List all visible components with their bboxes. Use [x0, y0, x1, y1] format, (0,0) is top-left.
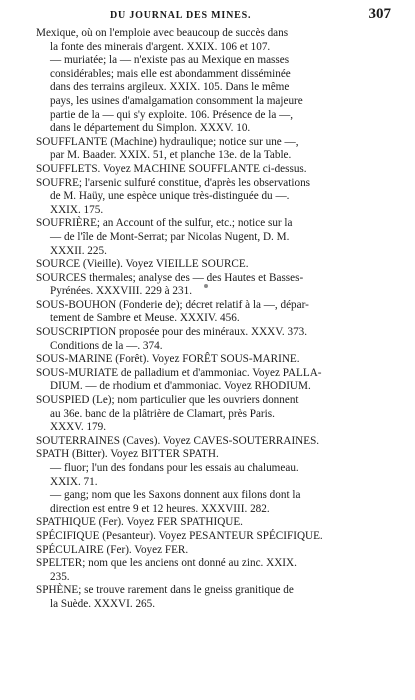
index-text	[36, 27, 396, 612]
text-line: — gang; nom que les Saxons donnent aux filons dont la	[50, 489, 301, 502]
text-line: — fluor; l'un des fondans pour les essais au chalumeau.	[50, 462, 299, 474]
text-line: la fonte des minerais d'argent. XXIX. 106 et 107.	[50, 40, 271, 53]
index-entry-souterraines: SOUTERRAINES (Caves). Voyez CAVES-SOUTERRAINES.	[36, 434, 320, 447]
text-line: XXIX. 175.	[50, 203, 104, 216]
index-entry-souspied: SOUSPIED (Le); nom particulier que les ouvriers donnent	[36, 394, 299, 407]
text-line: considérables; mais elle est abondamment disséminée	[50, 67, 291, 80]
text-line: — muriatée; la — n'existe pas au Mexique en masses	[50, 54, 290, 67]
index-entry-spathique: SPATHIQUE (Fer). Voyez FER SPATHIQUE.	[36, 516, 243, 529]
ink-spot	[204, 284, 208, 288]
text-line: Pyrénées. XXXVIII. 229 à 231.	[50, 285, 192, 298]
index-entry-sous-marine: SOUS-MARINE (Forêt). Voyez FORÊT SOUS-MARINE.	[36, 353, 300, 366]
index-entry-souscription: SOUSCRIPTION proposée pour des minéraux. XXXV. 373.	[36, 326, 308, 339]
index-entry-soufflante: SOUFFLANTE (Machine) hydraulique; notice sur une —,	[36, 135, 299, 148]
page-header	[36, 6, 397, 28]
text-line: — de l'île de Mont-Serrat; par Nicolas Nugent, D. M.	[50, 230, 290, 243]
index-entry-soufflets: SOUFFLETS. Voyez MACHINE SOUFFLANTE ci-dessus.	[36, 162, 307, 175]
text-line: XXIX. 71.	[50, 475, 98, 488]
text-line: pays, les usines d'amalgamation consomment la majeure	[50, 94, 303, 107]
index-entry-soufriere: SOUFRIÈRE; an Account of the sulfur, etc.; notice sur la	[36, 217, 293, 230]
index-entry-sous-muriate: SOUS-MURIATE de palladium et d'ammoniac. Voyez PALLA-	[36, 366, 322, 379]
text-line: dans des terrains argileux. XXIX. 105. Dans le même	[50, 81, 290, 94]
index-entry-spath: SPATH (Bitter). Voyez BITTER SPATH.	[36, 448, 219, 461]
text-line: XXXII. 225.	[50, 244, 107, 257]
text-line: la Suède. XXXVI. 265.	[50, 597, 156, 610]
running-head: DU JOURNAL DES MINES.	[110, 10, 252, 21]
text-line: Mexique, où on l'emploie avec beaucoup de succès dans	[36, 27, 289, 39]
text-line: 235.	[50, 570, 70, 583]
text-line: par M. Baader. XXIX. 51, et planche 13e. de la Table.	[50, 149, 292, 162]
text-line: direction est entre 9 et 12 heures. XXXVIII. 282.	[50, 502, 270, 515]
text-line: Conditions de la —. 374.	[50, 339, 163, 352]
index-entry-specifique: SPÉCIFIQUE (Pesanteur). Voyez PESANTEUR SPÉCIFIQUE.	[36, 529, 323, 542]
text-line: XXXV. 179.	[50, 421, 107, 434]
index-entry-sphene: SPHÈNE; se trouve rarement dans le gneiss granitique de	[36, 584, 294, 597]
text-line: au 36e. banc de la plâtrière de Clamart, près Paris.	[50, 407, 275, 420]
text-line: dans le département du Simplon. XXXV. 10.	[50, 122, 251, 135]
text-line: partie de la — qui s'y exploite. 106. Présence de la —,	[50, 108, 294, 121]
text-line: tement de Sambre et Meuse. XXXIV. 456.	[50, 312, 240, 325]
page-number: 307	[368, 6, 391, 22]
index-entry-source: SOURCE (Vieille). Voyez VIEILLE SOURCE.	[36, 258, 249, 271]
index-entry-spelter: SPELTER; nom que les anciens ont donné au zinc. XXIX.	[36, 557, 297, 570]
index-entry-speculaire: SPÉCULAIRE (Fer). Voyez FER.	[36, 543, 189, 556]
text-line: DIUM. — de rhodium et d'ammoniac. Voyez RHODIUM.	[50, 380, 311, 393]
index-entry-sources: SOURCES thermales; analyse des — des Hautes et Basses-	[36, 271, 304, 284]
text-line: de M. Haüy, une espèce unique très-distinguée du —.	[50, 190, 290, 203]
index-entry-soufre: SOUFRE; l'arsenic sulfuré constitue, d'après les observations	[36, 176, 311, 189]
index-entry-sous-bouhon: SOUS-BOUHON (Fonderie de); décret relatif à la —, dépar-	[36, 298, 309, 311]
